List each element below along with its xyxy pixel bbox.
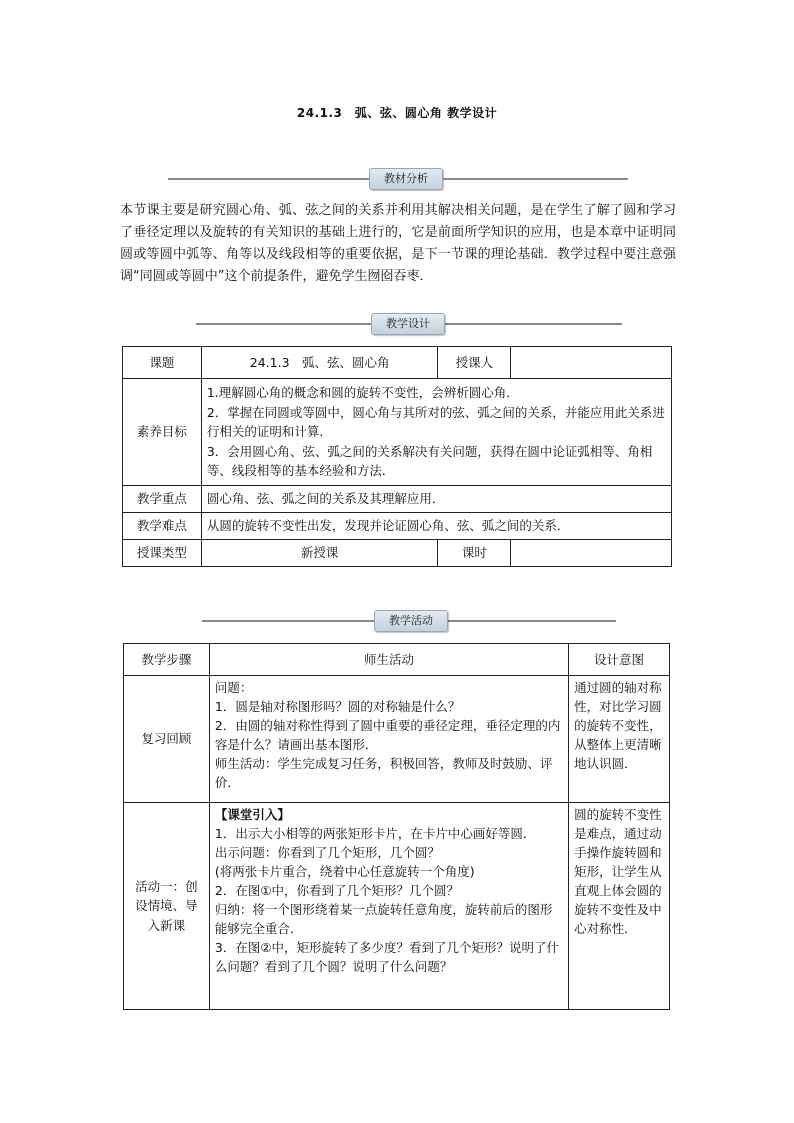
activity-line: 1．圆是轴对称图形吗？圆的对称轴是什么？ bbox=[214, 699, 461, 714]
table-row bbox=[123, 347, 672, 379]
table-header-row bbox=[124, 644, 670, 676]
activity-table bbox=[123, 643, 670, 1010]
type-label: 授课类型 bbox=[123, 540, 202, 567]
column-header: 教学步骤 bbox=[124, 644, 210, 676]
section-banner-analysis bbox=[0, 168, 794, 190]
column-header: 师生活动 bbox=[209, 644, 568, 676]
document-title: 24.1.3 弧、弦、圆心角 教学设计 bbox=[296, 106, 498, 120]
activity-line: 出示问题：你看到了几个矩形，几个圆？ bbox=[214, 845, 440, 860]
step-cell: 复习回顾 bbox=[124, 676, 210, 803]
goal-item: 3．会用圆心角、弦、弧之间的关系解决有关问题，获得在圆中论证弧相等、角相等、线段相等的基本经验和方法． bbox=[206, 443, 653, 479]
table-row bbox=[124, 676, 670, 803]
activity-heading: 【课堂引入】 bbox=[214, 807, 290, 822]
topic-label: 课题 bbox=[123, 347, 202, 379]
table-row bbox=[123, 379, 672, 486]
type-value: 新授课 bbox=[201, 540, 438, 567]
analysis-paragraph: 本节课主要是研究圆心角、弧、弦之间的关系并利用其解决相关问题，是在学生了解了圆和学习了垂径定理以及旋转的有关知识的基础上进行的，它是前面所学知识的应用，也是本章中证明同圆或等圆中弧等、角等以及线段相等的重要依据，是下一节课的理论基础．教学过程中要注意强调“同圆或等圆中”这个前提条件，避免学生囫囵吞枣． bbox=[120, 203, 676, 284]
activity-line: 归纳：将一个图形绕着某一点旋转任意角度，旋转前后的图形能够完全重合． bbox=[214, 902, 553, 936]
table-row bbox=[123, 513, 672, 540]
section-banner-activity bbox=[0, 610, 794, 632]
activity-cell bbox=[209, 676, 568, 803]
teacher-value bbox=[511, 347, 672, 379]
difficulty-value: 从圆的旋转不变性出发，发现并论证圆心角、弦、弧之间的关系． bbox=[201, 513, 671, 540]
goal-item: 2．掌握在同圆或等圆中，圆心角与其所对的弦、弧之间的关系，并能应用此关系进行相关的证明和计算． bbox=[206, 404, 665, 440]
hours-label: 课时 bbox=[438, 540, 511, 567]
topic-value: 24.1.3 弧、弦、圆心角 bbox=[201, 347, 438, 379]
section-title-activity: 教学活动 bbox=[374, 610, 448, 632]
step-cell: 活动一：创设情境、导入新课 bbox=[124, 803, 210, 1010]
activity-cell bbox=[209, 803, 568, 1010]
intent-cell: 圆的旋转不变性是难点，通过动手操作旋转圆和矩形，让学生从直观上体会圆的旋转不变性及中心对称性． bbox=[569, 803, 670, 1010]
section-banner-design bbox=[0, 313, 794, 335]
teacher-label: 授课人 bbox=[438, 347, 511, 379]
activity-line: 问题： bbox=[214, 680, 253, 695]
design-table bbox=[122, 346, 672, 567]
activity-line: 3．在图②中，矩形旋转了多少度？看到了几个矩形？说明了什么问题？看到了几个圆？说明了什么问题？ bbox=[214, 940, 560, 974]
table-row bbox=[124, 803, 670, 1010]
hours-value bbox=[511, 540, 672, 567]
activity-line: 2．在图①中，你看到了几个矩形？几个圆？ bbox=[214, 883, 460, 898]
table-row bbox=[123, 540, 672, 567]
intent-cell: 通过圆的轴对称性，对比学习圆的旋转不变性，从整体上更清晰地认识圆． bbox=[569, 676, 670, 803]
activity-line: 2．由圆的轴对称性得到了圆中重要的垂径定理，垂径定理的内容是什么？请画出基本图形． bbox=[214, 718, 561, 752]
goal-item: 1.理解圆心角的概念和圆的旋转不变性，会辨析圆心角． bbox=[206, 385, 519, 401]
column-header: 设计意图 bbox=[569, 644, 670, 676]
activity-line: 1．出示大小相等的两张矩形卡片，在卡片中心画好等圆． bbox=[214, 826, 536, 841]
activity-line: 师生活动：学生完成复习任务，积极回答，教师及时鼓励、评价． bbox=[214, 756, 553, 790]
section-title-analysis: 教材分析 bbox=[369, 168, 443, 190]
difficulty-label: 教学难点 bbox=[123, 513, 202, 540]
activity-line: (将两张卡片重合，绕着中心任意旋转一个角度) bbox=[214, 864, 475, 879]
table-row bbox=[123, 486, 672, 513]
key-label: 教学重点 bbox=[123, 486, 202, 513]
goals-cell bbox=[201, 379, 671, 486]
key-value: 圆心角、弦、弧之间的关系及其理解应用． bbox=[201, 486, 671, 513]
section-title-design: 教学设计 bbox=[371, 313, 445, 335]
goals-label: 素养目标 bbox=[123, 379, 202, 486]
